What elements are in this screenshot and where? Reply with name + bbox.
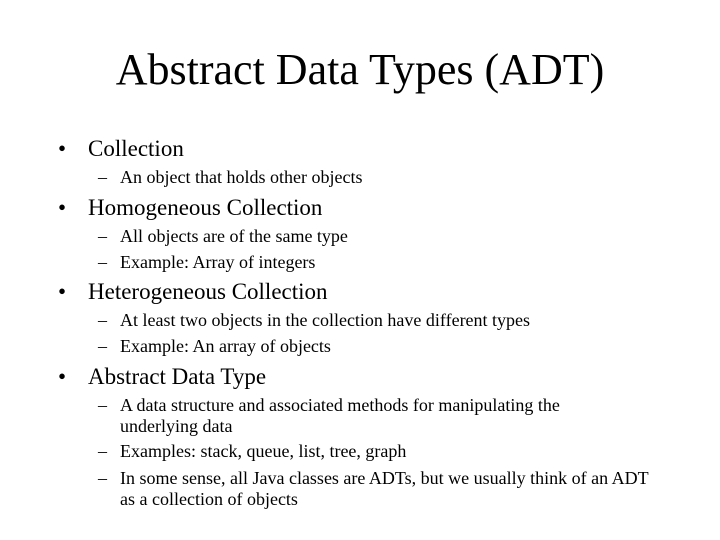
sub-bullet: – All objects are of the same type: [120, 226, 660, 247]
bullet: • Collection: [88, 136, 184, 162]
sub-bullet: – Examples: stack, queue, list, tree, graph: [120, 441, 660, 462]
bullet: • Heterogeneous Collection: [88, 279, 328, 305]
bullet: • Homogeneous Collection: [88, 195, 322, 221]
bullet: • Abstract Data Type: [88, 364, 266, 390]
sub-bullet: – Example: An array of objects: [120, 336, 660, 357]
slide-title: Abstract Data Types (ADT): [115, 45, 605, 94]
sub-bullet: – Example: Array of integers: [120, 252, 660, 273]
sub-bullet: – A data structure and associated methods for manipulating the underlying data: [120, 395, 620, 437]
sub-bullet: – An object that holds other objects: [120, 167, 660, 188]
sub-bullet: – At least two objects in the collection have different types: [120, 310, 660, 331]
sub-bullet: – In some sense, all Java classes are ADTs, but we usually think of an ADT as a collection of objects: [120, 468, 650, 510]
